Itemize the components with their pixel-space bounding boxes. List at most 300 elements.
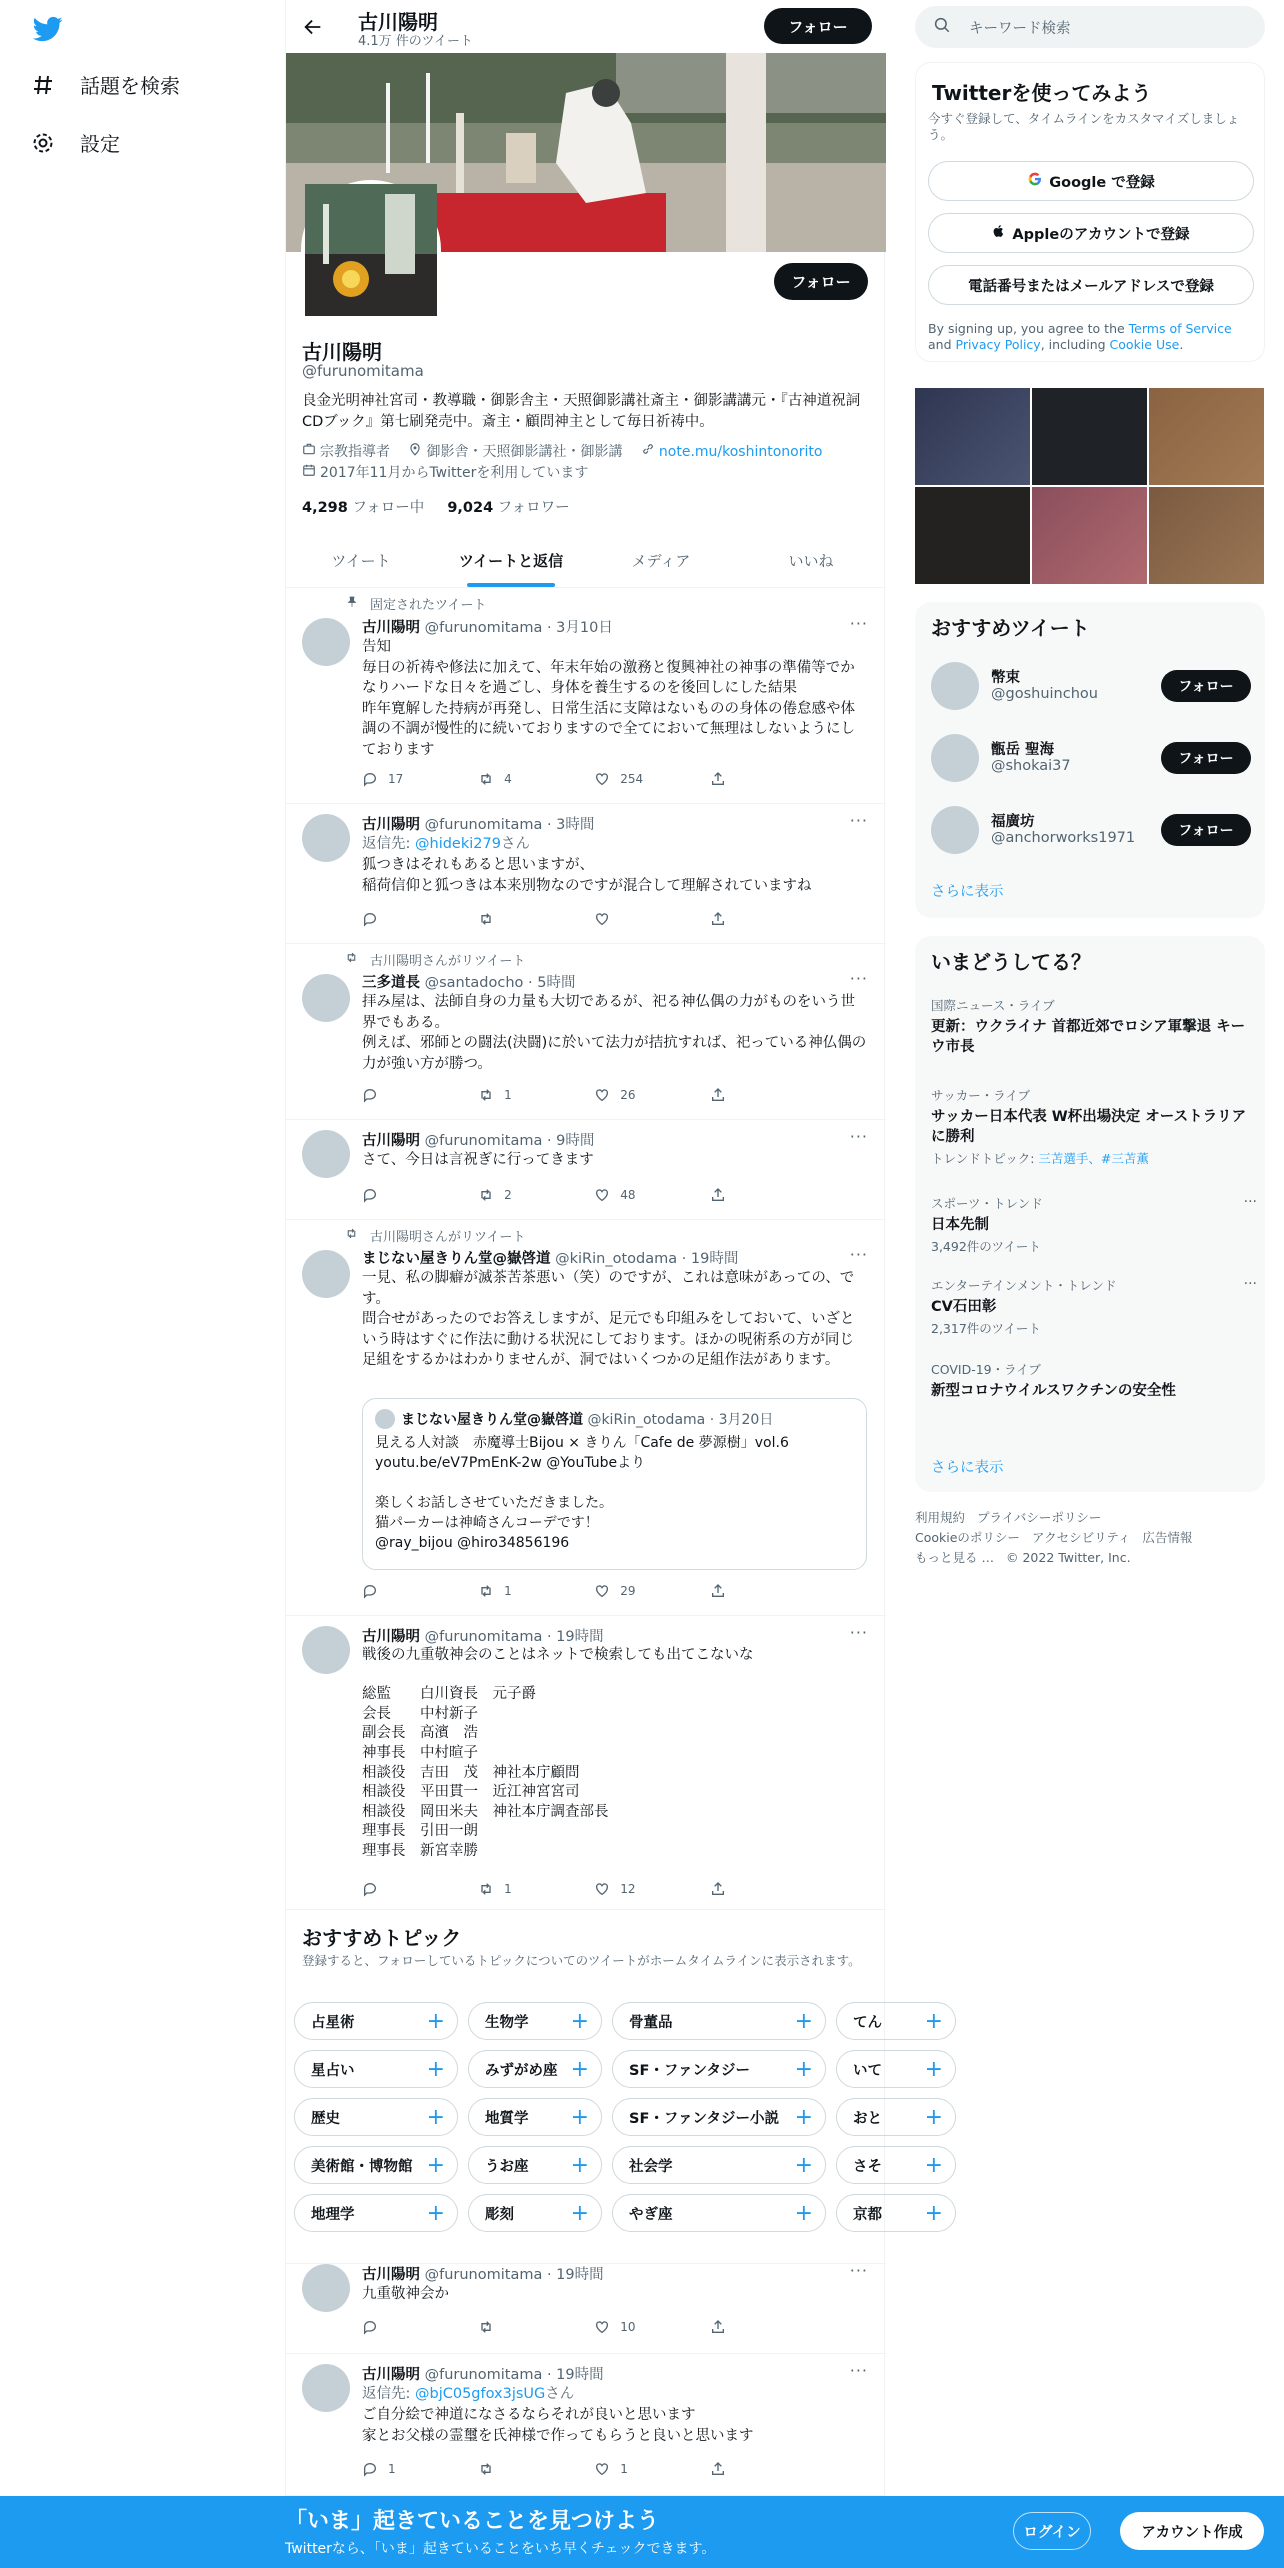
more-options-icon[interactable]: ··· [1243, 1194, 1257, 1210]
topic-label: SF・ファンタジー [629, 2062, 750, 2079]
like-button[interactable] [594, 1185, 710, 1205]
trend-item[interactable] [931, 1276, 1257, 1337]
recommended-avatar [931, 662, 979, 710]
avatar-illustration [305, 184, 437, 316]
plus-icon: + [426, 2200, 445, 2226]
back-arrow-icon[interactable] [296, 10, 330, 44]
reply-icon [362, 771, 378, 787]
share-button[interactable] [710, 1581, 792, 1601]
recommended-name: 福廣坊 [991, 814, 1035, 830]
topic-chip[interactable] [612, 2146, 826, 2184]
retweet-context-icon [328, 951, 358, 968]
like-button[interactable] [594, 2459, 710, 2479]
media-thumbnail[interactable] [1032, 388, 1147, 485]
trends-show-more-link[interactable]: さらに表示 [931, 1460, 1004, 1476]
like-button[interactable] [594, 1085, 710, 1105]
footer-link[interactable]: 広告情報 [1142, 1530, 1193, 1545]
retweet-count: 1 [504, 1088, 512, 1102]
tweet-item[interactable] [286, 1120, 886, 1220]
followers-label: フォロワー [497, 500, 570, 516]
tweet-meta: @furunomitama · 19時間 [424, 2267, 604, 2283]
footer-more-link[interactable]: もっと見る … [915, 1550, 994, 1565]
footer-link[interactable]: アクセシビリティ [1031, 1530, 1131, 1545]
nav-explore[interactable] [30, 70, 180, 99]
more-options-icon[interactable]: ··· [849, 1623, 868, 1642]
reply-button[interactable] [362, 909, 478, 929]
more-options-icon[interactable]: ··· [849, 2261, 868, 2280]
apple-signup-label: Appleのアカウントで登録 [1012, 226, 1190, 243]
header-profile-name: 古川陽明 [358, 10, 438, 34]
retweet-button[interactable] [478, 1185, 594, 1205]
terms-prefix: By signing up, you agree to the [928, 321, 1129, 336]
followers-link[interactable] [447, 500, 569, 516]
google-signup-button[interactable] [928, 161, 1254, 201]
topic-label: みずがめ座 [485, 2062, 558, 2079]
retweet-context-icon [328, 1227, 358, 1244]
tweet-actions [362, 1185, 792, 1205]
tweet-text: ご自分絵で神道になさるならそれが良いと思います 家とお父様の霊璽を氏神様で作ってもらうと良いと思います [362, 2407, 754, 2444]
plus-icon: + [794, 2152, 813, 2178]
tweet-context-text: 古川陽明さんがリツイート [370, 1230, 526, 1245]
tweet-text: 拝み屋は、法師自身の力量も大切であるが、祀る神仏偶の力がものをいう世界でもある。 例えば、邪師との闘法(決闘)に於いて法力が拮抗すれば、祀っている神仏偶の力が強い方が勝つ。 [362, 994, 867, 1072]
plus-icon: + [924, 2200, 943, 2226]
recommended-follow-button[interactable]: フォロー [1161, 670, 1251, 702]
topic-chip[interactable] [612, 2098, 826, 2136]
topic-label: おと [853, 2110, 882, 2127]
profile-url-link[interactable]: note.mu/koshintonorito [658, 444, 823, 460]
topic-label: 地質学 [485, 2110, 529, 2127]
tweet-meta: @furunomitama · 3時間 [424, 817, 595, 833]
plus-icon: + [794, 2008, 813, 2034]
profile-joined-text: 2017年11月からTwitterを利用しています [320, 465, 589, 481]
tweet-meta: @kiRin_otodama · 19時間 [555, 1251, 739, 1267]
reply-button[interactable] [362, 2459, 478, 2479]
recommended-topics [286, 1910, 943, 2264]
recommended-follow-button[interactable]: フォロー [1161, 742, 1251, 774]
topic-label: 歴史 [311, 2110, 340, 2127]
reply-to-link[interactable]: @hideki279 [415, 836, 501, 852]
recommended-handle: @anchorworks1971 [991, 830, 1136, 846]
tweet-actions [362, 2459, 792, 2479]
tweet-item[interactable] [286, 944, 886, 1120]
following-link[interactable] [302, 500, 424, 516]
topic-label: てん [853, 2014, 882, 2031]
trend-context: エンターテインメント・トレンド [931, 1278, 1117, 1293]
profile-url[interactable] [641, 442, 823, 463]
recommended-account[interactable] [931, 732, 1251, 784]
topic-row [294, 2098, 966, 2138]
tab-tweets[interactable]: ツイート [331, 552, 391, 570]
tweet-actions [362, 2317, 792, 2337]
profile-name: 古川陽明 [302, 340, 382, 364]
trend-item[interactable] [931, 1360, 1251, 1401]
topic-chip[interactable] [612, 2194, 826, 2232]
retweet-icon [478, 1087, 494, 1103]
retweet-context [328, 950, 525, 969]
plus-icon: + [794, 2056, 813, 2082]
heart-icon [594, 1187, 610, 1203]
login-button[interactable]: ログイン [1013, 2512, 1091, 2550]
share-button[interactable] [710, 2317, 792, 2337]
reply-button[interactable] [362, 1085, 478, 1105]
tweet-meta: @furunomitama · 9時間 [424, 1133, 595, 1149]
footer-link[interactable]: Cookieのポリシー [915, 1530, 1020, 1545]
profile-profession [302, 442, 390, 463]
trend-tweet-count: 2,317件のツイート [931, 1321, 1041, 1336]
topic-chip[interactable] [294, 2050, 458, 2088]
reply-button[interactable] [362, 1581, 478, 1601]
retweet-button[interactable] [478, 2317, 594, 2337]
tweet-avatar[interactable] [302, 974, 350, 1022]
terms-and: and [928, 337, 956, 352]
heart-icon [594, 1881, 610, 1897]
topic-chip[interactable] [294, 2146, 458, 2184]
nav-settings-label: 設定 [80, 132, 120, 156]
like-count: 26 [620, 1088, 636, 1102]
signup-banner-title: 「いま」起きていることを見つけよう [285, 2509, 660, 2534]
tweet-header [362, 1247, 738, 1268]
topic-chip[interactable] [468, 2002, 602, 2040]
profile-profession-text: 宗教指導者 [320, 444, 390, 460]
reply-button[interactable] [362, 1185, 478, 1205]
more-options-icon[interactable]: ··· [849, 1127, 868, 1146]
tweet-actions [362, 909, 792, 929]
tweet-header [362, 813, 594, 834]
retweet-button[interactable] [478, 909, 594, 929]
cookie-use-link[interactable]: Cookie Use [1109, 337, 1180, 352]
reply-icon [362, 1881, 378, 1897]
tweet-author-name[interactable]: 古川陽明 [362, 2267, 420, 2283]
pin-icon [328, 596, 358, 612]
retweet-count: 1 [504, 1882, 512, 1896]
retweet-button[interactable] [478, 1581, 594, 1601]
media-thumbnail[interactable] [915, 388, 1030, 485]
share-icon [710, 911, 726, 927]
search-icon [933, 16, 951, 38]
trend-title: サッカー日本代表 W杯出場決定 オーストラリアに勝利 [931, 1109, 1247, 1145]
profile-avatar[interactable] [301, 180, 441, 320]
retweet-button[interactable] [478, 2459, 594, 2479]
more-options-icon[interactable]: ··· [849, 2361, 868, 2380]
profile-bio: 良金光明神社宮司・教導職・御影舎主・天照御影講社斎主・御影講講元・『古神道祝詞CDブック』第七刷発売中。斎主・顧問神主として毎日祈祷中。 [302, 393, 861, 430]
signup-title: Twitterを使ってみよう [932, 81, 1152, 105]
more-options-icon[interactable]: ··· [849, 969, 868, 988]
media-thumbnail[interactable] [915, 487, 1030, 584]
apple-signup-button[interactable] [928, 213, 1254, 253]
signup-subtitle: 今すぐ登録して、タイムラインをカスタマイズしましょう。 [928, 111, 1240, 142]
tweet-avatar[interactable] [302, 2264, 350, 2312]
reply-icon [362, 1187, 378, 1203]
tweet-header [362, 1129, 594, 1150]
google-icon [1027, 171, 1043, 191]
retweet-icon [478, 2319, 494, 2335]
retweet-icon [478, 1583, 494, 1599]
quoted-tweet-header [375, 1409, 854, 1429]
tweet-item[interactable] [286, 2354, 886, 2496]
tweet-text: 一見、私の脚癖が滅茶苦茶悪い（笑）のですが、これは意味があっての、です。 問合せがあったのでお答えしますが、足元でも印組みをしておいて、いざという時はすぐに作法に動ける状況にしております。ほかの呪術系の方が同じ足組をするかはわかりませんが、洞ではいくつかの足組作法があります。 [362, 1270, 855, 1368]
reply-count: 17 [388, 772, 404, 786]
reply-to-link[interactable]: @bjC05gfox3jsUG [415, 2386, 546, 2402]
following-label: フォロー中 [352, 500, 425, 516]
tweet-context-text: 固定されたツイート [370, 598, 487, 613]
plus-icon: + [794, 2200, 813, 2226]
recommended-follow-button[interactable]: フォロー [1161, 814, 1251, 846]
retweet-icon [478, 1187, 494, 1203]
media-thumbnail[interactable] [1149, 388, 1264, 485]
trend-title: 日本先制 [931, 1217, 989, 1233]
hashtag-icon [30, 72, 56, 98]
nav-settings[interactable] [30, 128, 120, 157]
profile-tabs [286, 534, 886, 588]
topic-label: 占星術 [311, 2014, 355, 2031]
share-icon [710, 2461, 726, 2477]
trend-context: 国際ニュース・ライブ [931, 998, 1055, 1013]
footer-link[interactable]: プライバシーポリシー [977, 1510, 1102, 1525]
topic-row [294, 2194, 966, 2234]
like-button[interactable] [594, 2317, 710, 2337]
topic-label: 生物学 [485, 2014, 529, 2031]
trend-context: COVID-19・ライブ [931, 1362, 1041, 1377]
plus-icon: + [426, 2104, 445, 2130]
topic-chip[interactable] [294, 2002, 458, 2040]
media-thumbnail[interactable] [1149, 487, 1264, 584]
terms-of-service-link[interactable]: Terms of Service [1128, 321, 1232, 336]
trends-title: いまどうしてる？ [931, 950, 1091, 974]
google-signup-label: Google で登録 [1049, 174, 1155, 191]
trend-context: スポーツ・トレンド [931, 1196, 1043, 1211]
tweet-header [362, 2263, 604, 2284]
apple-icon [992, 223, 1006, 243]
topic-row [294, 2050, 966, 2090]
reply-to-line [362, 834, 867, 855]
tweet-author-name[interactable]: 古川陽明 [362, 620, 420, 636]
tweet-text: さて、今日は言祝ぎに行ってきます [362, 1152, 594, 1168]
topic-chip[interactable] [836, 2050, 956, 2088]
plus-icon: + [426, 2152, 445, 2178]
quoted-tweet-meta: @kiRin_otodama · 3月20日 [587, 1412, 774, 1428]
link-icon [641, 442, 655, 463]
like-button[interactable] [594, 1879, 710, 1899]
retweet-icon [478, 2461, 494, 2477]
topic-label: 京都 [853, 2206, 882, 2223]
tweet-avatar[interactable] [302, 814, 350, 862]
more-options-icon[interactable]: ··· [849, 614, 868, 633]
trends-card [915, 936, 1265, 1492]
tweet-item[interactable] [286, 2254, 886, 2354]
topic-chip[interactable] [836, 2194, 956, 2232]
trend-item[interactable] [931, 996, 1251, 1057]
tweet-author-name[interactable]: 古川陽明 [362, 2367, 420, 2383]
tweet-avatar[interactable] [302, 1130, 350, 1178]
like-button[interactable] [594, 769, 710, 789]
topic-row [294, 2146, 966, 2186]
plus-icon: + [426, 2008, 445, 2034]
topic-chip[interactable] [468, 2194, 602, 2232]
trend-title: CV石田彰 [931, 1299, 997, 1315]
tweet-item[interactable] [286, 804, 886, 944]
reply-count: 1 [388, 2462, 396, 2476]
tab-media[interactable]: メディア [631, 552, 691, 570]
profile-location-text: 御影舎・天照御影講社・御影講 [426, 444, 623, 460]
privacy-policy-link[interactable]: Privacy Policy [955, 337, 1041, 352]
profile-meta [302, 442, 872, 484]
tweet-avatar[interactable] [302, 618, 350, 666]
tweet-item[interactable] [286, 1220, 886, 1616]
retweet-count: 4 [504, 772, 512, 786]
plus-icon: + [570, 2200, 589, 2226]
tweet-text: 九重敬神会か [362, 2286, 449, 2302]
heart-icon [594, 911, 610, 927]
topic-label: さそ [853, 2158, 882, 2175]
quoted-tweet-text: 見える人対談 赤魔導士Bijou × きりん「Cafe de 夢源樹」vol.6 youtu.be/eV7PmEnK-2w @YouTubeより 楽しくお話しさせていただきました。 猫パーカーは神崎さんコーデです！ @ray_bijou @hiro34856196 [375, 1435, 789, 1551]
heart-icon [594, 1087, 610, 1103]
heart-icon [594, 2461, 610, 2477]
search-placeholder: キーワード検索 [969, 20, 1071, 37]
trend-item[interactable] [931, 1086, 1251, 1167]
tweet-text: 狐つきはそれもあると思いますが、 稲荷信仰と狐つきは本来別物なのですが混合して理解されていますね [362, 857, 812, 894]
recommended-account[interactable] [931, 660, 1251, 712]
tweet-item[interactable] [286, 588, 886, 804]
topic-label: 地理学 [311, 2206, 355, 2223]
share-button[interactable] [710, 769, 792, 789]
profile-follow-counts [302, 496, 570, 517]
reply-button[interactable] [362, 2317, 478, 2337]
topic-chip[interactable] [294, 2194, 458, 2232]
tweet-avatar[interactable] [302, 1626, 350, 1674]
following-count: 4,298 [302, 500, 348, 516]
retweet-button[interactable] [478, 1085, 594, 1105]
topic-chip[interactable] [836, 2146, 956, 2184]
topic-chip[interactable] [468, 2050, 602, 2088]
tweet-author-name[interactable]: 古川陽明 [362, 1133, 420, 1149]
search-input[interactable] [915, 6, 1265, 48]
topic-label: 星占い [311, 2062, 355, 2079]
trend-topic-links[interactable]: 三苫選手、#三苫薫 [1038, 1151, 1149, 1166]
reply-button[interactable] [362, 1879, 478, 1899]
header-tweet-count: 4.1万 件のツイート [358, 34, 473, 49]
recommended-title: おすすめツイート [931, 616, 1090, 640]
recommended-show-more-link[interactable]: さらに表示 [931, 884, 1004, 900]
recommended-accounts-card [915, 602, 1265, 918]
tweet-text: 告知 毎日の祈祷や修法に加えて、年末年始の激務と復興神社の神事の準備等でかなりハードな日々を過ごし、身体を養生するのを後回しにした結果 昨年寛解した持病が再発し、日常生活に支障はないものの身体の倦怠感や体調の不調が慢性的に続いておりますので全てにおいて無理はしないようにしております [362, 639, 855, 758]
reply-icon [362, 2461, 378, 2477]
tweet-avatar[interactable] [302, 1250, 350, 1298]
profile-handle: @furunomitama [302, 362, 424, 380]
topics-subtitle: 登録すると、フォローしているトピックについてのツイートがホームタイムラインに表示されます。 [302, 1953, 861, 1968]
plus-icon: + [924, 2152, 943, 2178]
retweet-count: 2 [504, 1188, 512, 1202]
profile-joined [302, 463, 588, 484]
tweet-meta: @furunomitama · 3月10日 [424, 620, 613, 636]
topic-label: やぎ座 [629, 2206, 673, 2223]
topic-label: うお座 [485, 2158, 529, 2175]
share-button[interactable] [710, 1085, 792, 1105]
topic-chip[interactable] [836, 2098, 956, 2136]
share-button[interactable] [710, 1879, 792, 1899]
footer-link[interactable]: 利用規約 [915, 1510, 966, 1525]
like-count: 254 [620, 772, 644, 786]
like-button[interactable] [594, 1581, 710, 1601]
topic-chip[interactable] [836, 2002, 956, 2040]
quoted-tweet[interactable] [362, 1398, 867, 1570]
topic-row [294, 2002, 966, 2042]
tweet-actions [362, 1085, 792, 1105]
tweet-header [362, 2363, 604, 2384]
header-follow-button[interactable]: フォロー [764, 8, 872, 44]
terms-including: , including [1040, 337, 1110, 352]
profile-follow-button[interactable]: フォロー [774, 263, 868, 300]
tweet-author-name[interactable]: 古川陽明 [362, 817, 420, 833]
tab-likes[interactable]: いいね [788, 552, 834, 570]
tweet-header [362, 616, 613, 637]
like-count: 29 [620, 1584, 636, 1598]
topic-chip[interactable] [468, 2146, 602, 2184]
quoted-tweet-avatar [375, 1409, 395, 1429]
footer-links [915, 1508, 1265, 1568]
retweet-button[interactable] [478, 769, 594, 789]
tweet-text: 戦後の九重敬神会のことはネットで検索しても出てこないな 総監 白川資長 元子爵 会長 中村新子 副会長 高濱 浩 神事長 中村暄子 相談役 吉田 茂 神社本庁顧問 相談役 平田貫一 近江神宮宮司 相談役 岡田米夫 神社本庁調査部長 理事長 引田一朗 理事長 新宮幸勝 [362, 1647, 754, 1859]
more-options-icon[interactable]: ··· [849, 1245, 868, 1264]
topic-chip[interactable] [612, 2002, 826, 2040]
pinned-context [328, 594, 486, 613]
like-count: 48 [620, 1188, 636, 1202]
reply-button[interactable] [362, 769, 478, 789]
copyright: © 2022 Twitter, Inc. [1005, 1550, 1131, 1565]
plus-icon: + [924, 2104, 943, 2130]
topic-chip[interactable] [294, 2098, 458, 2136]
topic-label: 骨董品 [629, 2014, 673, 2031]
retweet-context [328, 1226, 525, 1245]
more-options-icon[interactable]: ··· [1243, 1276, 1257, 1292]
share-button[interactable] [710, 909, 792, 929]
tweet-author-name[interactable]: 三多道長 [362, 975, 420, 991]
terms-end: . [1179, 337, 1184, 352]
retweet-icon [478, 911, 494, 927]
like-button[interactable] [594, 909, 710, 929]
tab-tweets-and-replies[interactable]: ツイートと返信 [436, 534, 586, 587]
phone-email-signup-button[interactable]: 電話番号またはメールアドレスで登録 [928, 265, 1254, 305]
topic-label: 彫刻 [485, 2206, 514, 2223]
share-icon [710, 1583, 726, 1599]
recommended-avatar [931, 806, 979, 854]
tweet-author-name[interactable]: まじない屋きりん堂@嶽啓道 [362, 1251, 551, 1267]
reply-prefix: 返信先: [362, 2386, 415, 2402]
signup-terms [928, 321, 1258, 353]
share-button[interactable] [710, 1185, 792, 1205]
twitter-logo-icon[interactable] [30, 14, 66, 44]
more-options-icon[interactable]: ··· [849, 811, 868, 830]
tweet-actions [362, 1879, 792, 1899]
recommended-name: 甑岳 聖海 [991, 742, 1055, 758]
tweet-author-name[interactable]: 古川陽明 [362, 1629, 420, 1645]
retweet-icon [478, 771, 494, 787]
media-thumbnail[interactable] [1032, 487, 1147, 584]
retweet-button[interactable] [478, 1879, 594, 1899]
recommended-account[interactable] [931, 804, 1251, 856]
topic-chip[interactable] [612, 2050, 826, 2088]
tweet-actions [362, 1581, 792, 1601]
tweet-avatar[interactable] [302, 2364, 350, 2412]
trend-item[interactable] [931, 1194, 1257, 1255]
heart-icon [594, 1583, 610, 1599]
share-button[interactable] [710, 2459, 792, 2479]
create-account-button[interactable]: アカウント作成 [1120, 2512, 1264, 2550]
tweet-item[interactable] [286, 1616, 886, 1910]
topic-chip[interactable] [468, 2098, 602, 2136]
recommended-name: 幣束 [991, 670, 1020, 686]
topic-label: SF・ファンタジー小説 [629, 2110, 779, 2127]
share-icon [710, 1881, 726, 1897]
